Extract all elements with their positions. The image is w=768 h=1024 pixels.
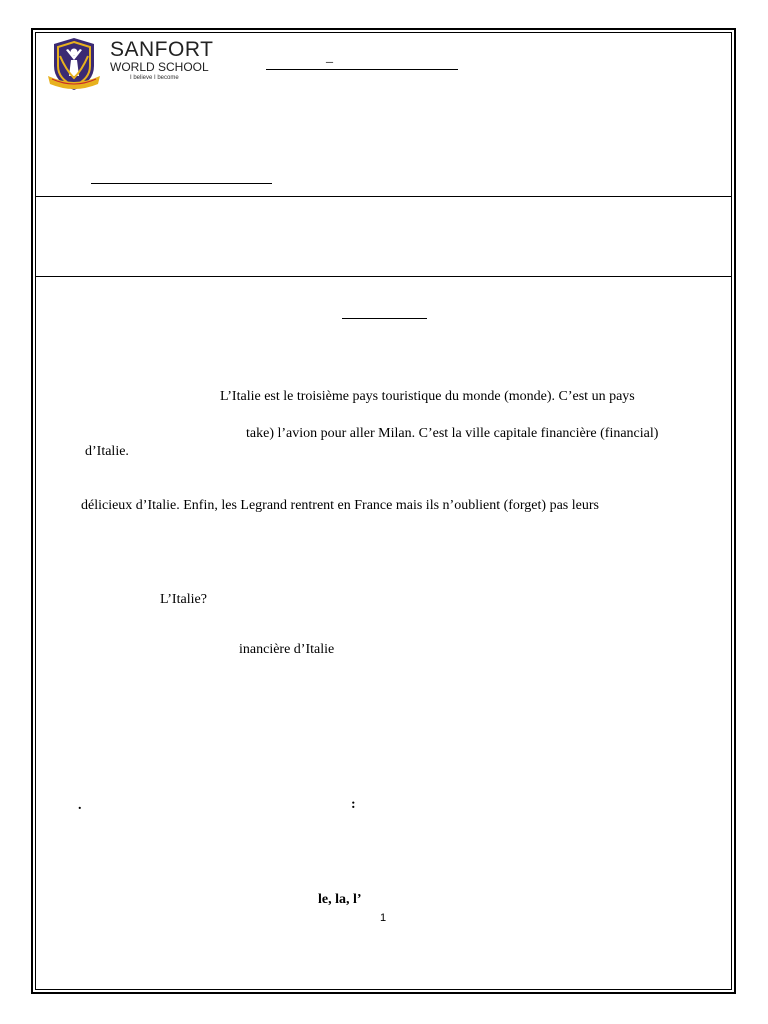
header-divider: [35, 196, 732, 197]
question-2-fragment: inancière d’Italie: [239, 642, 335, 657]
logo-name: SANFORT: [110, 38, 214, 61]
header-underscore: _: [326, 50, 333, 65]
passage-line-4: délicieux d’Italie. Enfin, les Legrand rentrent en France mais ils n’oublient (forget) pas leurs: [81, 498, 599, 513]
passage-line-2: take) l’avion pour aller Milan. C’est la ville capitale financière (financial): [246, 426, 659, 441]
articles-heading: le, la, l’: [318, 892, 362, 907]
question-1-fragment: L’Italie?: [160, 592, 207, 607]
logo-tagline: I believe I become: [130, 75, 179, 81]
passage-line-1: L’Italie est le troisième pays touristique du monde (monde). C’est un pays: [220, 389, 635, 404]
logo-subtitle: WORLD SCHOOL: [110, 60, 209, 74]
title-blank-line: [266, 69, 458, 70]
heading-blank-line: [342, 318, 427, 319]
info-divider: [35, 276, 732, 277]
passage-line-3: d’Italie.: [85, 444, 129, 459]
page-number: 1: [380, 912, 387, 924]
exercise-dot: .: [78, 798, 82, 813]
name-blank-line: [91, 183, 272, 184]
exercise-colon: :: [351, 797, 356, 812]
